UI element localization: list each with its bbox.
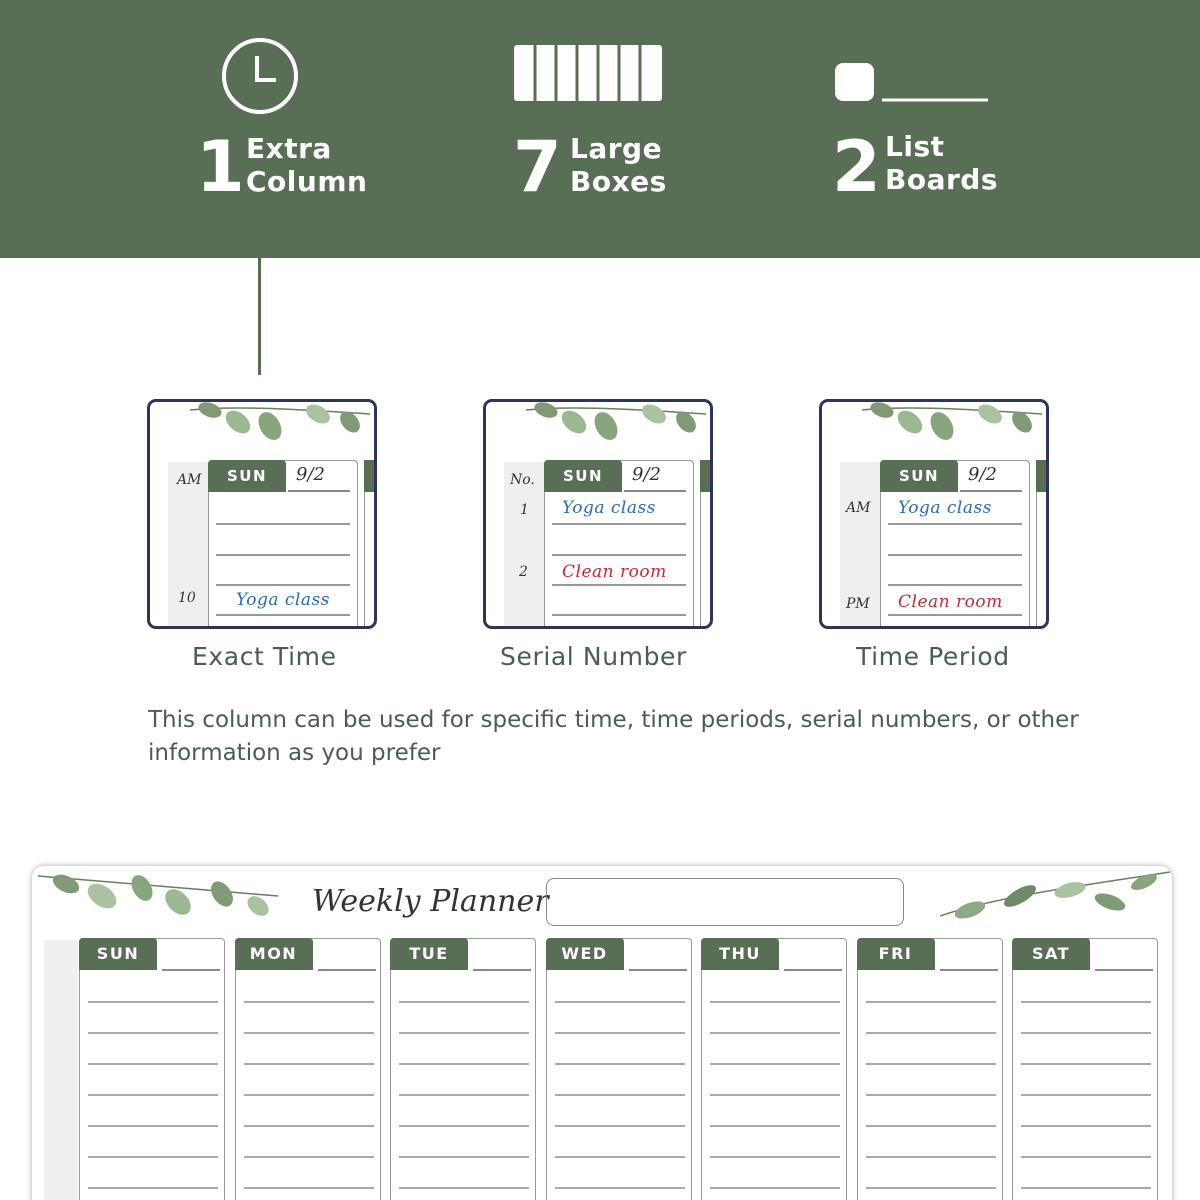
planner-title: Weekly Planner	[312, 884, 549, 919]
rule-line	[866, 1094, 996, 1096]
day-column-wed	[546, 938, 692, 1200]
date-text: 9/2	[968, 464, 997, 485]
date-line	[162, 969, 220, 971]
date-text: 9/2	[296, 464, 325, 485]
feature-3-label	[885, 130, 998, 196]
rule-line	[216, 554, 350, 556]
list-board-icon	[834, 62, 990, 104]
eucalyptus-leaves-icon	[862, 399, 1042, 452]
period-label-am: AM	[846, 500, 871, 516]
rule-line	[88, 1125, 218, 1127]
feature-2-number: 7	[513, 126, 562, 208]
rule-line	[552, 523, 686, 525]
next-day-tab	[364, 460, 377, 492]
clock-icon	[220, 36, 300, 116]
rule-line	[399, 1032, 529, 1034]
date-text: 9/2	[632, 464, 661, 485]
rule-line	[88, 1094, 218, 1096]
rule-line	[1021, 1094, 1151, 1096]
feature-2-line2: Boxes	[570, 165, 667, 198]
rule-line	[555, 1032, 685, 1034]
serial-label-no: No.	[510, 472, 535, 488]
date-line	[473, 969, 531, 971]
rule-line	[1021, 1001, 1151, 1003]
example-card-exact-time	[147, 399, 377, 629]
date-line	[960, 490, 1022, 492]
rule-line	[1021, 1156, 1151, 1158]
eucalyptus-leaves-icon	[526, 399, 706, 452]
day-tab-tue: TUE	[390, 938, 468, 970]
rule-line	[399, 1094, 529, 1096]
eucalyptus-leaves-left-icon	[38, 866, 278, 936]
rule-line	[866, 1156, 996, 1158]
caption-exact-time: Exact Time	[192, 642, 337, 671]
rule-line	[710, 1063, 840, 1065]
day-tab-mon: MON	[235, 938, 313, 970]
feature-banner	[0, 0, 1200, 258]
rule-line	[244, 1001, 374, 1003]
rule-line	[88, 1032, 218, 1034]
day-tab-thu: THU	[701, 938, 779, 970]
day-tab: SUN	[544, 460, 622, 492]
example-card-serial-number	[483, 399, 713, 629]
weekly-planner-board	[32, 866, 1172, 1200]
rule-line	[244, 1187, 374, 1189]
rule-line	[866, 1125, 996, 1127]
rule-line	[555, 1001, 685, 1003]
feature-2-label	[570, 132, 667, 198]
planner-name-box	[546, 878, 904, 926]
rule-line	[710, 1156, 840, 1158]
rule-line	[888, 554, 1022, 556]
feature-2-line1: Large	[570, 132, 663, 165]
rule-line	[88, 1156, 218, 1158]
time-label-10: 10	[178, 590, 196, 606]
rule-line	[866, 1001, 996, 1003]
date-line	[784, 969, 842, 971]
rule-line	[710, 1125, 840, 1127]
rule-line	[244, 1125, 374, 1127]
rule-line	[244, 1094, 374, 1096]
rule-line	[1021, 1063, 1151, 1065]
date-line	[624, 490, 686, 492]
rule-line	[399, 1125, 529, 1127]
serial-label-1: 1	[520, 502, 529, 518]
caption-time-period: Time Period	[856, 642, 1010, 671]
rule-line	[555, 1063, 685, 1065]
example-card-time-period	[819, 399, 1049, 629]
feature-1-line2: Column	[246, 165, 368, 198]
connector-line	[258, 258, 261, 375]
rule-line	[555, 1156, 685, 1158]
day-column-mon	[235, 938, 381, 1200]
planner-extra-column	[44, 940, 78, 1200]
entry-clean-room: Clean room	[562, 562, 667, 582]
caption-serial-number: Serial Number	[500, 642, 687, 671]
rule-line	[1021, 1187, 1151, 1189]
rule-line	[555, 1094, 685, 1096]
day-tab-sun: SUN	[79, 938, 157, 970]
rule-line	[710, 1094, 840, 1096]
description-text: This column can be used for specific time, time periods, serial numbers, or other information as you prefer	[148, 707, 1079, 766]
feature-1-line1: Extra	[246, 132, 332, 165]
rule-line	[710, 1001, 840, 1003]
date-line	[1095, 969, 1153, 971]
rule-line	[552, 554, 686, 556]
date-line	[318, 969, 376, 971]
rule-line	[244, 1063, 374, 1065]
rule-line	[866, 1032, 996, 1034]
rule-line	[399, 1063, 529, 1065]
rule-line	[399, 1001, 529, 1003]
date-line	[940, 969, 998, 971]
rule-line	[1021, 1032, 1151, 1034]
rule-line	[555, 1125, 685, 1127]
period-label-pm: PM	[846, 596, 870, 612]
date-line	[629, 969, 687, 971]
rule-line	[888, 614, 1022, 616]
day-column-tue	[390, 938, 536, 1200]
rule-line	[216, 584, 350, 586]
eucalyptus-leaves-right-icon	[940, 866, 1170, 930]
time-label-am: AM	[177, 472, 202, 488]
rule-line	[555, 1187, 685, 1189]
day-tab-sat: SAT	[1012, 938, 1090, 970]
rule-line	[552, 584, 686, 586]
seven-boxes-icon	[513, 44, 663, 102]
day-column-sun	[79, 938, 225, 1200]
day-tab: SUN	[208, 460, 286, 492]
rule-line	[244, 1032, 374, 1034]
feature-1-number: 1	[196, 126, 245, 208]
rule-line	[888, 523, 1022, 525]
rule-line	[216, 523, 350, 525]
rule-line	[399, 1156, 529, 1158]
rule-line	[88, 1001, 218, 1003]
rule-line	[399, 1187, 529, 1189]
entry-clean-room: Clean room	[898, 592, 1003, 612]
day-tab-wed: WED	[546, 938, 624, 970]
rule-line	[866, 1187, 996, 1189]
serial-label-2: 2	[519, 564, 528, 580]
day-column-sat	[1012, 938, 1158, 1200]
rule-line	[866, 1063, 996, 1065]
date-line	[288, 490, 350, 492]
entry-yoga-class: Yoga class	[562, 498, 656, 518]
rule-line	[888, 584, 1022, 586]
feature-1-label	[246, 132, 367, 198]
day-tab-fri: FRI	[857, 938, 935, 970]
rule-line	[216, 614, 350, 616]
feature-3-line1: List	[885, 130, 945, 163]
feature-3-line2: Boards	[885, 163, 998, 196]
entry-yoga-class: Yoga class	[236, 590, 330, 610]
rule-line	[244, 1156, 374, 1158]
feature-3-number: 2	[832, 126, 881, 208]
rule-line	[710, 1032, 840, 1034]
next-day-tab	[1036, 460, 1049, 492]
eucalyptus-leaves-icon	[190, 399, 370, 452]
rule-line	[1021, 1125, 1151, 1127]
rule-line	[88, 1187, 218, 1189]
day-column-thu	[701, 938, 847, 1200]
entry-yoga-class: Yoga class	[898, 498, 992, 518]
rule-line	[552, 614, 686, 616]
day-tab: SUN	[880, 460, 958, 492]
next-day-tab	[700, 460, 713, 492]
rule-line	[88, 1063, 218, 1065]
rule-line	[710, 1187, 840, 1189]
day-column-fri	[857, 938, 1003, 1200]
